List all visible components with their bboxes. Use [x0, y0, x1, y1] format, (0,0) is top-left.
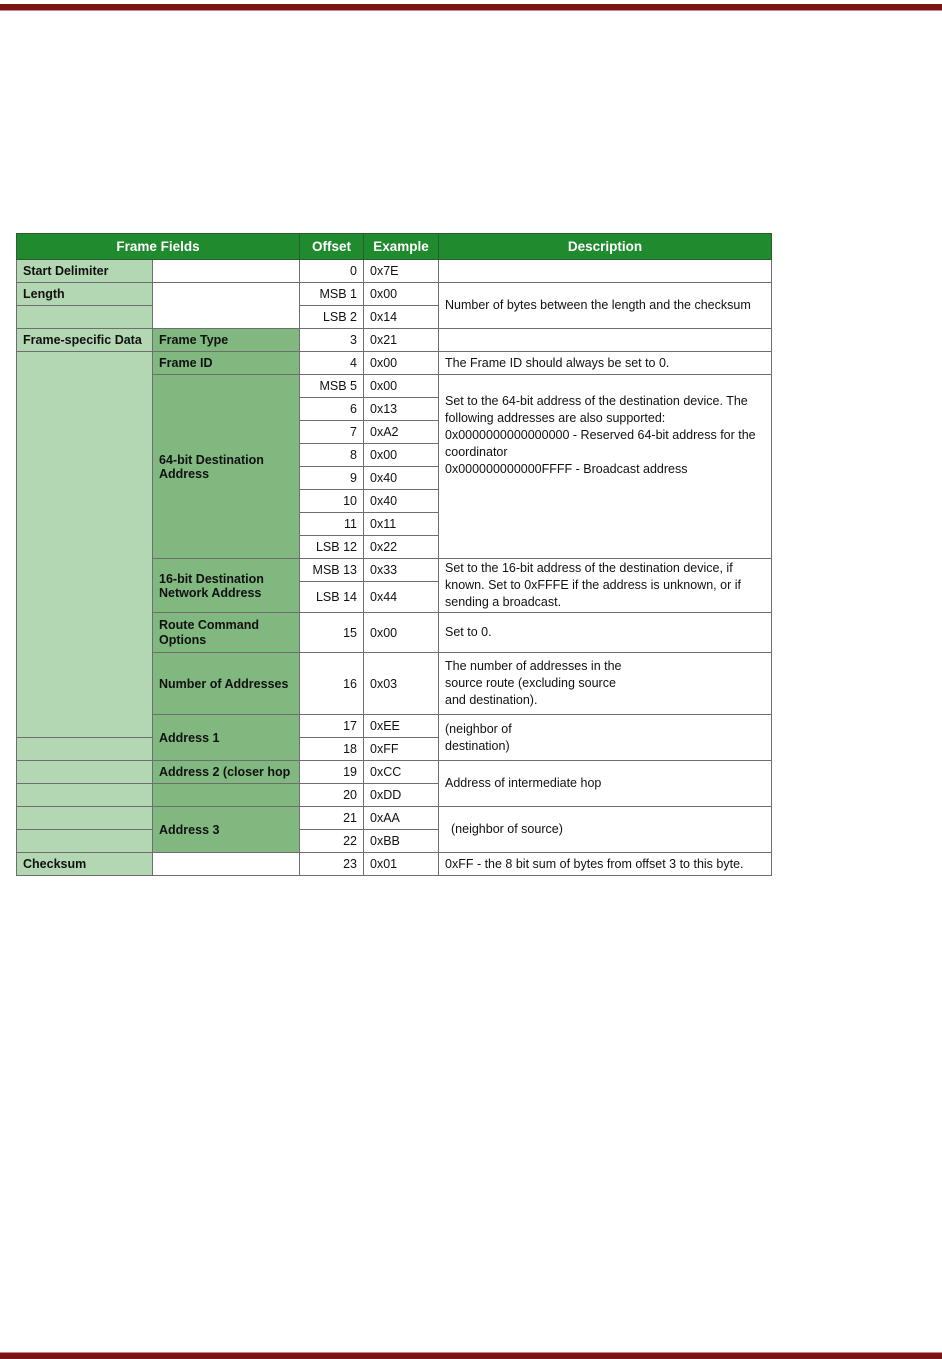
example-cell: 0x40	[364, 490, 439, 513]
example-cell: 0x00	[364, 613, 439, 653]
offset-cell: 7	[300, 421, 364, 444]
desc-length: Number of bytes between the length and the checksum	[439, 283, 772, 329]
offset-cell: 4	[300, 352, 364, 375]
example-cell: 0x00	[364, 352, 439, 375]
desc-64bit-line: 0x000000000000FFFF - Broadcast address	[445, 462, 688, 476]
field-address-3: Address 3	[153, 807, 300, 853]
example-cell: 0xA2	[364, 421, 439, 444]
field-frame-type: Frame Type	[153, 329, 300, 352]
example-cell: 0x00	[364, 444, 439, 467]
table-row	[17, 329, 772, 352]
offset-cell: LSB 2	[300, 306, 364, 329]
field-frame-id: Frame ID	[153, 352, 300, 375]
desc-frame-id: The Frame ID should always be set to 0.	[439, 352, 772, 375]
offset-cell: 23	[300, 853, 364, 876]
offset-cell: MSB 13	[300, 559, 364, 582]
header-example: Example	[364, 234, 439, 260]
example-cell: 0xCC	[364, 761, 439, 784]
field-address-2: Address 2 (closer hop	[153, 761, 300, 784]
offset-cell: 17	[300, 715, 364, 738]
header-frame-fields: Frame Fields	[17, 234, 300, 260]
offset-cell: 21	[300, 807, 364, 830]
offset-cell: LSB 14	[300, 582, 364, 613]
desc-addr1-line: (neighbor of	[445, 721, 512, 736]
desc-number-of-addresses	[439, 653, 772, 715]
example-cell: 0x13	[364, 398, 439, 421]
desc-64bit-dest	[439, 375, 772, 559]
example-cell: 0x00	[364, 375, 439, 398]
example-cell: 0x11	[364, 513, 439, 536]
field-route-command-options: Route Command Options	[153, 613, 300, 653]
example-cell: 0x44	[364, 582, 439, 613]
api-frame-table	[16, 233, 772, 876]
footer-rule	[0, 1352, 942, 1359]
field-address-1: Address 1	[153, 715, 300, 761]
offset-cell: 3	[300, 329, 364, 352]
desc-num-addr-line: The number of addresses in the	[445, 659, 622, 673]
desc-16bit-dest: Set to the 16-bit address of the destination device, if known. Set to 0xFFFE if the address is unknown, or if sending a broadcast.	[439, 559, 772, 613]
table-row	[17, 283, 772, 306]
field-64bit-dest-address: 64-bit Destination Address	[153, 375, 300, 559]
offset-cell: 8	[300, 444, 364, 467]
offset-cell: MSB 1	[300, 283, 364, 306]
table-row	[17, 853, 772, 876]
offset-cell: 6	[300, 398, 364, 421]
header-description: Description	[439, 234, 772, 260]
table-row	[17, 761, 772, 784]
desc-64bit-line: Set to the 64-bit address of the destination device. The following addresses are also supported:	[445, 394, 748, 425]
offset-cell: 19	[300, 761, 364, 784]
example-cell: 0xFF	[364, 738, 439, 761]
example-cell: 0x40	[364, 467, 439, 490]
example-cell: 0x21	[364, 329, 439, 352]
header-rule	[0, 4, 942, 11]
table-header-row	[17, 234, 772, 260]
field-number-of-addresses: Number of Addresses	[153, 653, 300, 715]
example-cell: 0x33	[364, 559, 439, 582]
example-cell: 0xAA	[364, 807, 439, 830]
field-checksum: Checksum	[17, 853, 153, 876]
example-cell: 0xEE	[364, 715, 439, 738]
desc-checksum: 0xFF - the 8 bit sum of bytes from offset 3 to this byte.	[439, 853, 772, 876]
example-cell: 0x22	[364, 536, 439, 559]
example-cell: 0x00	[364, 283, 439, 306]
field-start-delimiter: Start Delimiter	[17, 260, 153, 283]
field-frame-specific-data: Frame-specific Data	[17, 329, 153, 352]
desc-addr1-line: destination)	[445, 738, 510, 753]
example-cell: 0x01	[364, 853, 439, 876]
field-16bit-dest-address: 16-bit Destination Network Address	[153, 559, 300, 613]
desc-address-1	[439, 715, 772, 761]
header-offset: Offset	[300, 234, 364, 260]
example-cell: 0x03	[364, 653, 439, 715]
desc-address-2: Address of intermediate hop	[439, 761, 772, 807]
example-cell: 0x14	[364, 306, 439, 329]
desc-address-3: (neighbor of source)	[439, 807, 772, 853]
offset-cell: 18	[300, 738, 364, 761]
desc-num-addr-line: and destination).	[445, 693, 538, 707]
example-cell: 0xDD	[364, 784, 439, 807]
example-cell: 0xBB	[364, 830, 439, 853]
offset-cell: 0	[300, 260, 364, 283]
example-cell: 0x7E	[364, 260, 439, 283]
offset-cell: 10	[300, 490, 364, 513]
offset-cell: LSB 12	[300, 536, 364, 559]
desc-num-addr-line: source route (excluding source	[445, 676, 616, 690]
table-row	[17, 352, 772, 375]
table-row	[17, 807, 772, 830]
offset-cell: 11	[300, 513, 364, 536]
desc-route-options: Set to 0.	[439, 613, 772, 653]
table-row	[17, 260, 772, 283]
desc-64bit-line: 0x0000000000000000 - Reserved 64-bit address for the coordinator	[445, 428, 756, 459]
offset-cell: 15	[300, 613, 364, 653]
offset-cell: 16	[300, 653, 364, 715]
field-length: Length	[17, 283, 153, 306]
offset-cell: MSB 5	[300, 375, 364, 398]
offset-cell: 9	[300, 467, 364, 490]
offset-cell: 20	[300, 784, 364, 807]
offset-cell: 22	[300, 830, 364, 853]
